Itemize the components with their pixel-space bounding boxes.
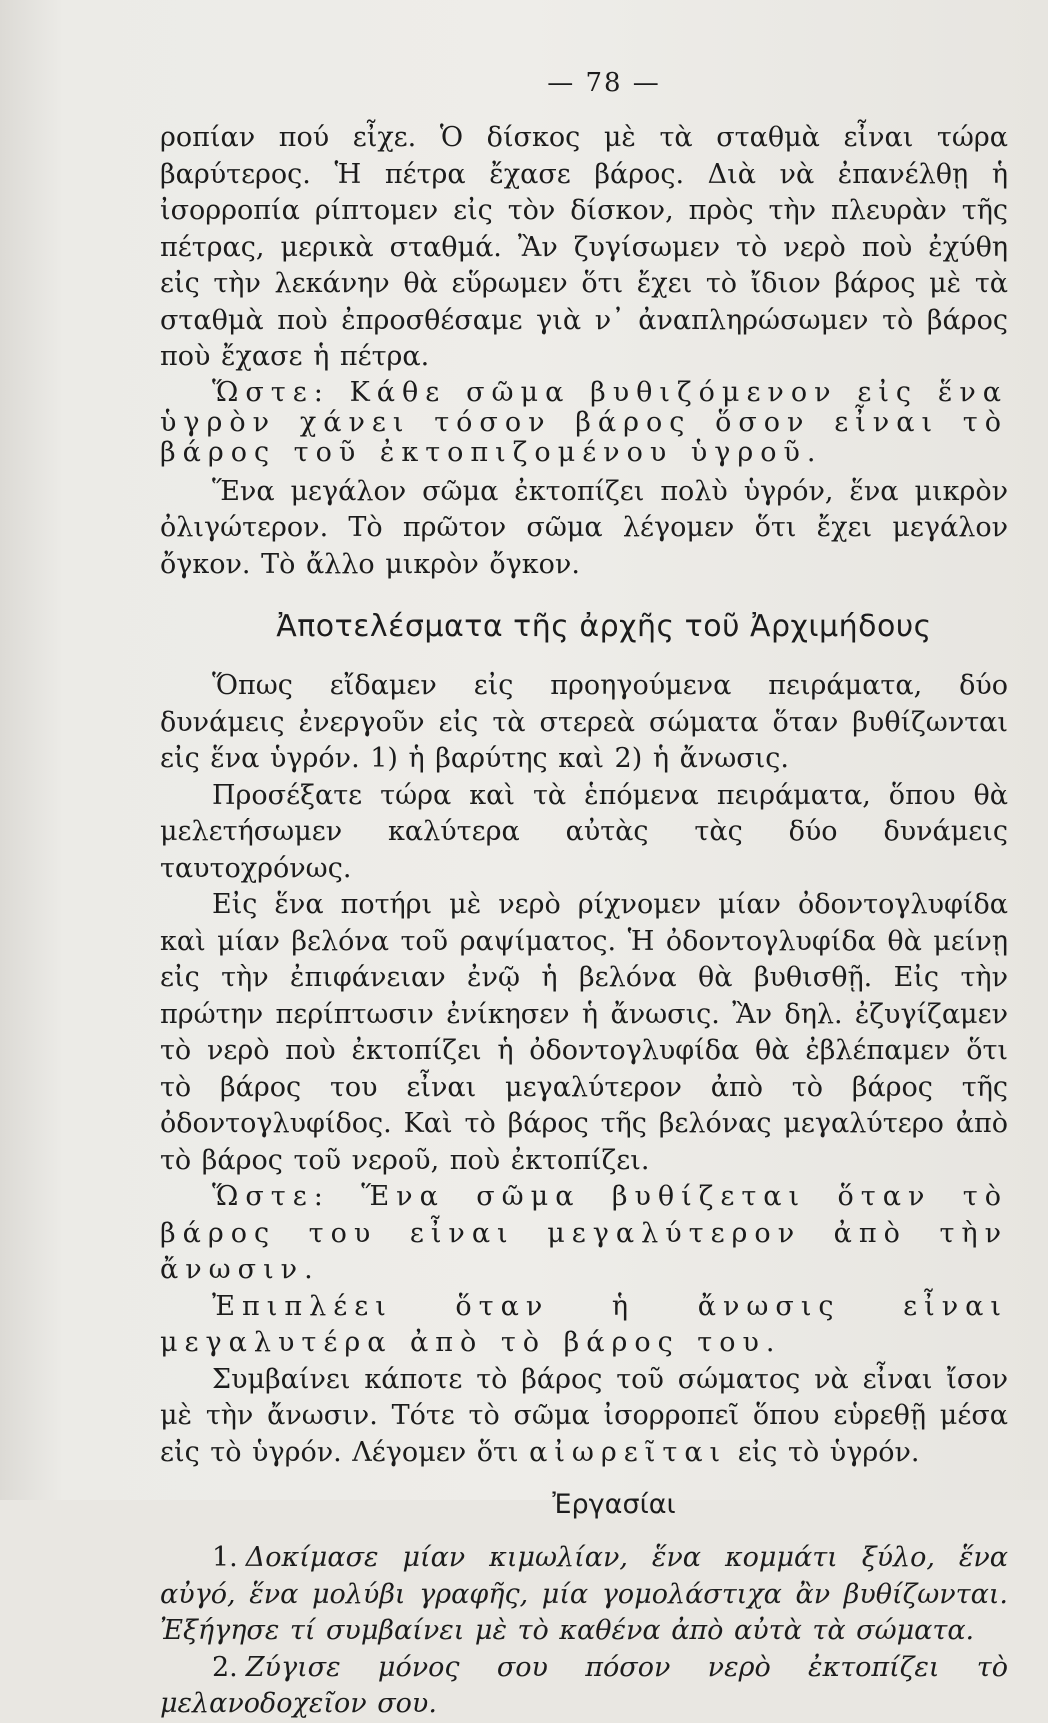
paragraph-toothpick-needle: Εἰς ἕνα ποτήρι μὲ νερὸ ρίχνομεν μίαν ὀδοντογλυφίδα καὶ μίαν βελόνα τοῦ ραψίματος. Ἡ ὀδοντογλυφίδα θὰ μείνῃ εἰς τὴν ἐπιφάνειαν ἐνῷ ἡ βελόνα θὰ βυθισθῇ. Εἰς τὴν πρώτην περίπτωσιν ἐνίκησεν ἡ ἄνωσις. Ἂν δηλ. ἐζυγίζαμεν τὸ νερὸ ποὺ ἐκτοπίζει ἡ ὀδοντογλυφίδα θὰ ἐβλέπαμεν ὅτι τὸ βάρος του εἶναι μεγαλύτερον ἀπὸ τὸ βάρος τῆς ὀδοντογλυφίδος. Καὶ τὸ βάρος τῆς βελόνας μεγαλύτερο ἀπὸ τὸ βάρος τοῦ νεροῦ, ποὺ ἐκτοπίζει. <box>160 889 1008 1176</box>
exercise-item <box>160 1650 1008 1723</box>
paragraph-two-forces: Ὅπως εἴδαμεν εἰς προηγούμενα πειράματα, δύο δυνάμεις ἐνεργοῦν εἰς τὰ στερεὰ σώματα ὅταν βυθίζωνται εἰς ἕνα ὑγρόν. 1) ἡ βαρύτης καὶ 2) ἡ ἄνωσις. <box>160 670 1008 774</box>
paragraph-next-experiments: Προσέξατε τώρα καὶ τὰ ἑπόμενα πειράματα, ὅπου θὰ μελετήσωμεν καλύτερα αὐτὰς τὰς δύο δυνάμεις ταυτοχρόνως. <box>160 779 1008 884</box>
page-number: — 78 — <box>547 68 661 98</box>
paragraph-balance-experiment: ροπίαν πού εἶχε. Ὁ δίσκος μὲ τὰ σταθμὰ εἶναι τώρα βαρύτερος. Ἡ πέτρα ἔχασε βάρος. Διὰ νὰ ἐπανέλθῃ ἡ ἰσορροπία ρίπτομεν εἰς τὸν δίσκον, πρὸς τὴν πλευρὰν τῆς πέτρας, μερικὰ σταθμά. Ἂν ζυγίσωμεν τὸ νερὸ ποὺ ἐχύθη εἰς τὴν λεκάνην θὰ εὕρωμεν ὅτι ἔχει τὸ ἴδιον βάρος μὲ τὰ σταθμὰ ποὺ ἐπροσθέσαμε γιὰ ν᾽ ἀναπληρώσωμεν τὸ βάρος ποὺ ἔχασε ἡ πέτρα. <box>160 122 1008 372</box>
exercise-text: Δοκίμασε μίαν κιμωλίαν, ἕνα κομμάτι ξύλο, ἕνα αὐγό, ἕνα μολύβι γραφῆς, μία γομολάστιχα ἂν βυθίζωνται. Ἐξήγησε τί συμβαίνει μὲ τὸ καθένα ἀπὸ αὐτὰ τὰ σώματα. <box>160 1542 1008 1646</box>
section-title: Ἀποτελέσματα τῆς ἀρχῆς τοῦ Ἀρχιμήδους <box>276 609 932 644</box>
exercise-number: 2. <box>212 1651 238 1683</box>
exercise-text: Ζύγισε μόνος σου πόσον νερὸ ἐκτοπίζει τὸ μελανοδοχεῖον σου. <box>160 1651 1008 1719</box>
equilibrium-spaced-word: αἰωρεῖται <box>529 1436 728 1468</box>
equilibrium-text-start: Συμβαίνει κάποτε τὸ βάρος τοῦ σώματος νὰ εἶναι ἴσον μὲ τὴν ἄνωσιν. Τότε τὸ σῶμα ἰσορροπεῖ ὅπου εὑρεθῇ μέσα εἰς τὸ ὑγρόν. Λέγομεν ὅτι <box>160 1363 1008 1468</box>
rule-statement-weight-loss: Ὥστε: Κάθε σῶμα βυθιζόμενον εἰς ἕνα ὑγρὸν χάνει τόσον βάρος ὅσον εἶναι τὸ βάρος τοῦ ἐκτοπιζομένου ὑγροῦ. <box>160 376 1008 468</box>
body-text <box>160 120 1008 1723</box>
exercise-item <box>160 1540 1008 1650</box>
rule-statement-sinks: Ὥστε: Ἕνα σῶμα βυθίζεται ὅταν τὸ βάρος του εἶναι μεγαλύτερον ἀπὸ τὴν ἄνωσιν. <box>160 1181 1008 1285</box>
rule-block-1 <box>160 378 1008 468</box>
exercises-title: Ἐργασίαι <box>552 1489 676 1520</box>
exercise-number: 1. <box>212 1542 238 1573</box>
rule-statement-floats: Ἐπιπλέει ὅταν ἡ ἄνωσις εἶναι μεγαλυτέρα ἀπὸ τὸ βάρος του. <box>160 1290 1008 1358</box>
paragraph-volume: Ἕνα μεγάλον σῶμα ἐκτοπίζει πολὺ ὑγρόν, ἕνα μικρὸν ὀλιγώτερον. Τὸ πρῶτον σῶμα λέγομεν ὅτι ἔχει μεγάλον ὄγκον. Τὸ ἄλλο μικρὸν ὄγκον. <box>160 475 1008 580</box>
equilibrium-text-end: εἰς τὸ ὑγρόν. <box>737 1436 920 1468</box>
paragraph-equilibrium <box>160 1362 1008 1472</box>
